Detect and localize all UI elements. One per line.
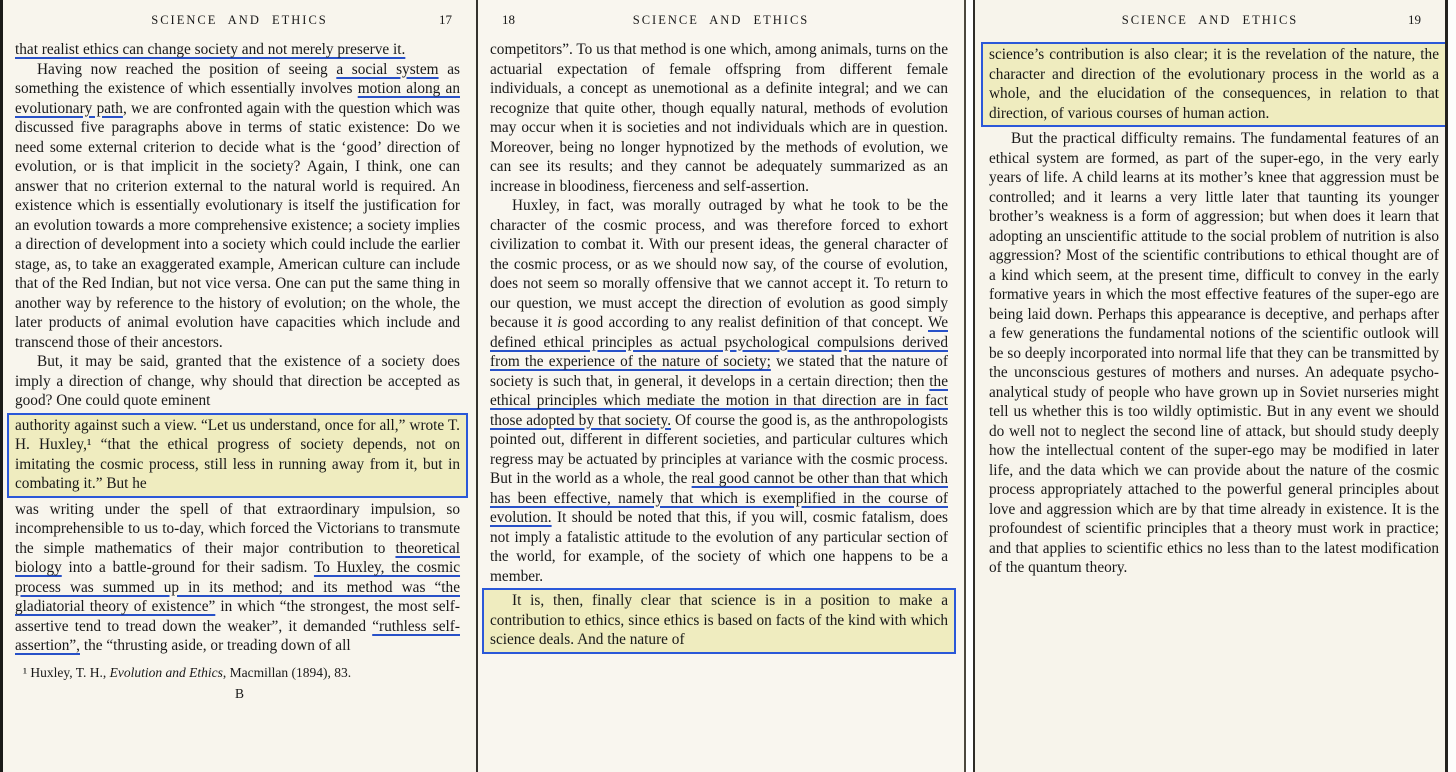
text-segment: , we are confronted again with the question which was discussed five paragraphs above in terms of static existence: Do we need some external criterion to decide what is the ‘good’ direction of evolution, or is that implicit in the society? Again, I think, one can answer that no criterion external to the natural world is required. An existence which is essentially evolutionary is itself the justification for an evolution towards a more comprehensive existence; a society implies a direction of development into a society which could include the earlier stage, as, to take an exaggerated example, American culture can include that of the Red Indian, but not vice versa. One can put the same thing in another way by reference to the history of evolution; on the whole, the later products of animal evolution have capacities which include and transcend those of their ancestors. <box>15 99 461 351</box>
page-gutter <box>966 0 975 772</box>
highlighted-passage <box>482 588 956 654</box>
text-segment: we stated that the nature of society is such that, in general, it develops in a certain direction; then <box>490 353 948 390</box>
scan-edge <box>1448 0 1456 772</box>
text-segment: Having now reached the position of seeing <box>37 60 337 78</box>
paragraph <box>15 40 460 60</box>
signature-mark: B <box>234 685 244 701</box>
paragraph <box>15 352 460 411</box>
text-segment: ¹ Huxley, T. H., <box>23 664 110 680</box>
highlighted-passage <box>7 413 468 498</box>
page-content <box>975 36 1445 578</box>
text-segment: good according to any realist definition of that concept. <box>567 314 928 331</box>
page-content <box>478 36 964 654</box>
text-segment: in which “the strongest, the most self-assertive tend to tread down the weaker”, it demanded <box>15 598 460 635</box>
paragraph <box>490 40 948 196</box>
paragraph <box>15 60 460 353</box>
running-title: SCIENCE AND ETHICS <box>151 13 328 27</box>
page-header <box>478 0 964 36</box>
underlined-text: theoretical biology <box>15 539 460 576</box>
page-17 <box>0 0 478 772</box>
italic-text: Evolution and Ethics <box>109 664 223 680</box>
underlined-text: We defined ethical principles as actual psychological compulsions derived from the experience of the nature of society; <box>490 314 948 370</box>
page-header <box>3 0 476 36</box>
page-18 <box>478 0 966 772</box>
page-number: 18 <box>502 12 515 27</box>
text-segment: as something the existence of which essentially involves <box>15 60 460 97</box>
text-segment: the “thrusting aside, or treading down of all <box>80 637 351 654</box>
underlined-text: “ruthless self-assertion”, <box>15 617 460 654</box>
page-19 <box>975 0 1448 772</box>
underlined-text: the ethical principles which mediate the motion in that direction are in fact those adopted by that society. <box>490 372 948 429</box>
footnote <box>3 656 476 681</box>
text-segment: was writing under the spell of that extraordinary impulsion, so incomprehensible to us to-day, which forced the Victorians to transmute the simple mathematics of their major contribution to <box>15 500 460 557</box>
underlined-text: To Huxley, the cosmic process was summed up in its method; and its method was “the gladiatorial theory of existence” <box>15 559 461 615</box>
underlined-text: a social system <box>336 60 439 78</box>
text-segment: Huxley, in fact, was morally outraged by what he took to be the character of the cosmic process, and was therefore forced to exhort civilization to combat it. With our present ideas, the general character of the cosmic process, or as we should now say, of the course of evolution, does not seem so morally offensive that we cannot accept it. To return to our question, we must accept the direction of evolution as good simply because it <box>490 197 948 331</box>
highlighted-passage <box>981 42 1447 127</box>
text-segment: science’s contribution is also clear; it is the revelation of the nature, the character and direction of the evolutionary process in the world as a whole, and the elucidation of the consequences, in relation to that direction, of various courses of human action. <box>989 46 1439 122</box>
underlined-text: real good cannot be other than that which has been effective, namely that which is exemplified in the course of evolution. <box>490 470 948 526</box>
paragraph <box>490 196 948 586</box>
running-title: SCIENCE AND ETHICS <box>1121 13 1299 27</box>
text-segment: competitors”. To us that method is one which, among animals, turns on the actuarial expectation of female offspring from different female individuals, a concept as unemotional as a definite integral; and we can recognize that quite other, though equally natural, methods of evolution may occur when it is societies and not individuals which are in question. Moreover, being no longer hypnotized by the methods of evolution, we can see its results; and they cannot be adequately summarized as an increase in bloodiness, fierceness and self-assertion. <box>490 41 948 195</box>
text-segment: authority against such a view. “Let us understand, once for all,” wrote T. H. Huxley,¹ “that the ethical progress of society depends, not on imitating the cosmic process, still less in running away from it, but in combating it.” But he <box>15 416 460 492</box>
text-segment: Of course the good is, as the anthropologists pointed out, different in different societies, and particular cultures which regress may be actuated by principles at variance with the cosmic process. But in the world as a whole, the <box>490 411 948 487</box>
text-segment: But, it may be said, granted that the existence of a society does imply a direction of change, why should that direction be accepted as good? One could quote eminent <box>15 353 460 409</box>
running-title: SCIENCE AND ETHICS <box>632 13 810 27</box>
text-segment: It is, then, finally clear that science is in a position to make a contribution to ethics, since ethics is based on facts of the kind with which science deals. And the nature of <box>490 592 948 648</box>
page-content <box>3 36 476 656</box>
text-segment: , Macmillan (1894), 83. <box>222 664 352 680</box>
italic-text: is <box>557 314 568 331</box>
underlined-text: that realist ethics can change society and not merely preserve it. <box>15 41 406 58</box>
text-segment: But the practical difficulty remains. The fundamental features of an ethical system are formed, as part of the super-ego, in the very early years of life. A child learns at its mother’s knee that aggression must be controlled; and it learns a very little later that taunting its younger brother’s weakness is a form of aggression; but when does it learn that adopting an unscientific attitude to the social problem of nutrition is also aggression? Most of the scientific contributions to ethical thought are of a kind which seem, at the present time, difficult to convey in the early formative years in which the most effective features of the super-ego are being laid down. Perhaps this appearance is deceptive, and perhaps after a few generations the fundamental notions of the scientific outlook will be so deeply incorporated into normal life that they can be transmitted by the unconscious gestures of mothers and nurses. An adequate psycho-analytical study of people who have grown up in Soviet nurseries might tell us whether this is too wildly optimistic. But in any event we should do well not to neglect the second line of attack, but should study deeply how the intellectual content of the super-ego may be modified in later life, and the data which we can provide about the nature of the cosmic process appropriately attached to the powerful general principles about love and aggression which are by that time already in existence. It is the profoundest of scientific principles that a theory must work in practice; and that applies to scientific ethics no less than to the latest modification of the quantum theory. <box>989 130 1439 576</box>
page-number: 19 <box>1408 12 1421 27</box>
page-header <box>975 0 1445 36</box>
text-segment: It should be noted that this, if you will, cosmic fatalism, does not imply a fatalistic attitude to the evolution of any particular section of the world, for example, of the society of which one happens to be a member. <box>490 509 948 585</box>
paragraph <box>15 500 460 656</box>
page-number: 17 <box>439 12 452 27</box>
underlined-text: motion along an evolutionary path <box>15 80 460 117</box>
text-segment: into a battle-ground for their sadism. <box>61 559 314 576</box>
paragraph <box>989 129 1439 578</box>
